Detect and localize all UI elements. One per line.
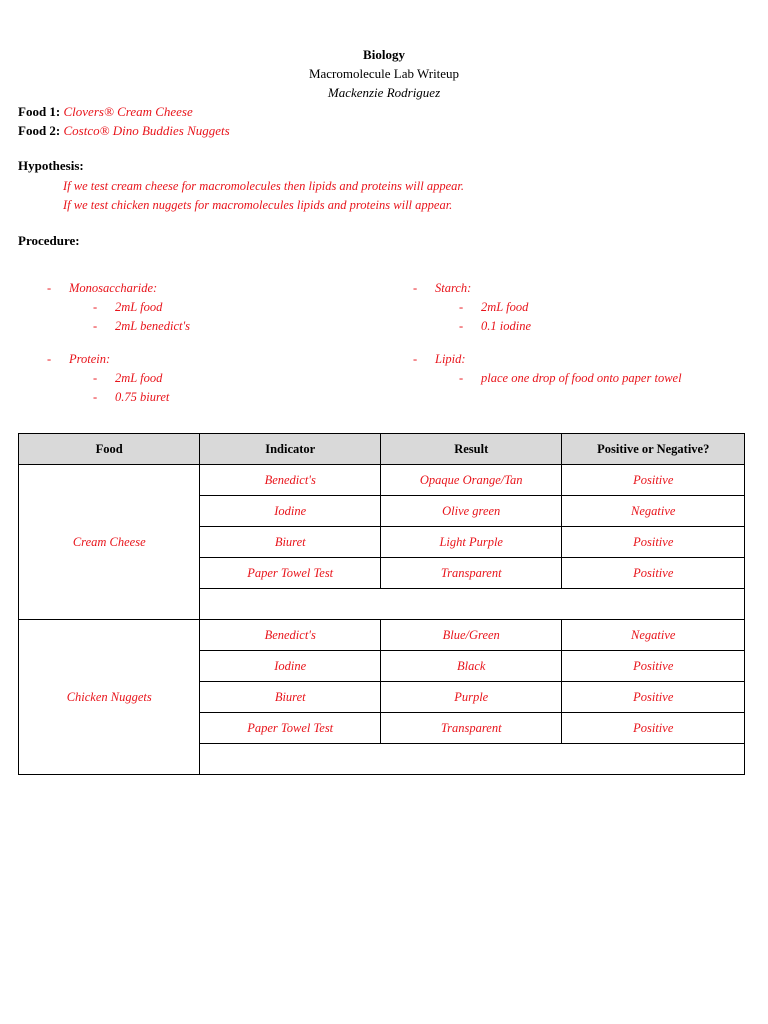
indicator-cell: Biuret [200,682,381,713]
indicator-cell: Benedict's [200,620,381,651]
procedure-heading: Procedure: [18,233,80,248]
procedure-step: - 2mL food [93,298,190,317]
food-cell-chicken-nuggets: Chicken Nuggets [19,620,200,775]
procedure-step: - 0.75 biuret [93,388,190,407]
outcome-cell: Positive [562,465,745,496]
food-2-value: Costco® Dino Buddies Nuggets [63,123,230,138]
outcome-cell: Positive [562,713,745,744]
empty-cell [200,589,745,620]
document-header [0,45,768,102]
food-cell-cream-cheese: Cream Cheese [19,465,200,620]
table-header-row [19,434,745,465]
result-cell: Transparent [380,558,562,589]
food-1-value: Clovers® Cream Cheese [63,104,193,119]
hypothesis-line-2: If we test chicken nuggets for macromolecules lipids and proteins will appear. [63,198,453,212]
indicator-cell: Iodine [200,651,381,682]
result-cell: Olive green [380,496,562,527]
outcome-cell: Positive [562,558,745,589]
document-title: Macromolecule Lab Writeup [308,66,460,81]
procedure-left-column [47,279,190,407]
food-2-line [18,121,230,140]
procedure-item-starch: - Starch: [413,279,682,298]
outcome-cell: Negative [562,620,745,651]
food-1-line [18,102,193,121]
header-indicator: Indicator [200,434,381,465]
food-2-label: Food 2: [18,123,61,138]
indicator-cell: Paper Towel Test [200,558,381,589]
table-row [19,465,745,496]
indicator-cell: Biuret [200,527,381,558]
author-name: Mackenzie Rodriguez [327,85,441,100]
indicator-cell: Benedict's [200,465,381,496]
subject-title: Biology [363,47,405,62]
result-cell: Blue/Green [380,620,562,651]
header-positive-negative: Positive or Negative? [562,434,745,465]
result-cell: Black [380,651,562,682]
results-table [18,433,745,775]
hypothesis-line-1: If we test cream cheese for macromolecules then lipids and proteins will appear. [63,179,464,193]
outcome-cell: Positive [562,527,745,558]
procedure-right-column [413,279,682,388]
header-food: Food [19,434,200,465]
outcome-cell: Negative [562,496,745,527]
procedure-step: - 2mL food [93,369,190,388]
table-row [19,620,745,651]
procedure-item-lipid: - Lipid: [413,350,682,369]
procedure-item-monosaccharide: - Monosaccharide: [47,279,190,298]
procedure-step: - place one drop of food onto paper towel [459,369,682,388]
procedure-step: - 2mL benedict's [93,317,190,336]
food-1-label: Food 1: [18,104,61,119]
procedure-item-protein: - Protein: [47,350,190,369]
outcome-cell: Positive [562,682,745,713]
result-cell: Light Purple [380,527,562,558]
result-cell: Purple [380,682,562,713]
empty-cell [200,744,745,775]
result-cell: Transparent [380,713,562,744]
result-cell: Opaque Orange/Tan [380,465,562,496]
indicator-cell: Iodine [200,496,381,527]
outcome-cell: Positive [562,651,745,682]
header-result: Result [380,434,562,465]
procedure-step: - 0.1 iodine [459,317,682,336]
procedure-step: - 2mL food [459,298,682,317]
hypothesis-heading: Hypothesis: [18,158,84,173]
indicator-cell: Paper Towel Test [200,713,381,744]
